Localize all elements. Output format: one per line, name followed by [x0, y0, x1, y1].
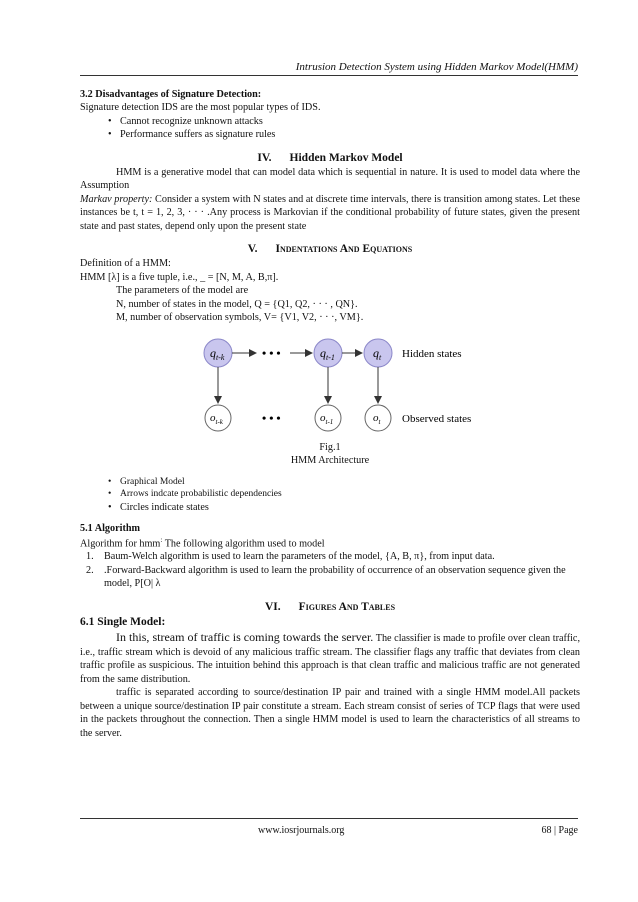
section-title: Hidden Markov Model [289, 151, 403, 164]
figure-notes-list [80, 476, 580, 515]
section-title: Indentations And Equations [275, 243, 413, 256]
section-number: V. [247, 243, 258, 256]
observed-node-label: $o_{t-k}$ [210, 411, 223, 426]
disadvantages-list [80, 115, 580, 142]
markov-text: Consider a system with N states and at discrete time intervals, there is transition among states. Let these instances be t, t = 1, 2, 3, · · · .Any process is Markovian if the conditional probability of future states, given the present state and past states, depend only upon the present state [80, 193, 581, 232]
ellipsis-dots: • • • [262, 345, 281, 360]
hidden-node-label: $q_{t-k}$ [210, 345, 225, 362]
ellipsis-dots: • • • [262, 410, 281, 425]
hmm-tuple: HMM [λ] is a five tuple, i.e., _ = [N, M, A, B,π]. [80, 271, 279, 283]
list-item: • Graphical Model [80, 476, 580, 489]
list-item: • Arrows indcate probabilistic dependencies [80, 488, 580, 501]
hidden-states-label: Hidden states [402, 347, 462, 360]
param-line: M, number of observation symbols, V= {V1, V2, · · ·, VM}. [116, 312, 364, 324]
traffic-paragraph: traffic is separated according to source/destination IP pair and trained with a single HMM model.All packets between a unique source/destination IP pair constitute a stream. Each stream consist of series of TCP flags that were used in the packets throughout the connection. Then a single HMM model is used to learn the characteristics of all streams to the server. [80, 687, 580, 739]
observed-node-label: $o_t$ [373, 411, 381, 426]
observed-node-label: $o_{t-1}$ [320, 411, 334, 426]
param-line: N, number of states in the model, Q = {Q1, Q2, · · · , QN}. [116, 298, 358, 310]
hmm-diagram [190, 331, 490, 441]
section-3-2-intro: Signature detection IDS are the most popular types of IDS. [80, 102, 321, 114]
algorithm-intro: Algorithm for hmm: The following algorithm used to model [80, 535, 325, 549]
section-title: Figures And Tables [298, 600, 396, 613]
hidden-node-label: $q_t$ [373, 345, 382, 362]
hmm-definition: Definition of a HMM: [80, 258, 171, 270]
footer-page-number: 68 | Page [541, 825, 578, 836]
observed-states-label: Observed states [402, 412, 472, 425]
list-item: • Performance suffers as signature rules [80, 128, 580, 141]
markov-paragraph [80, 193, 580, 233]
page-body [80, 88, 580, 740]
section-5-heading [80, 242, 580, 257]
section-number: IV. [257, 151, 272, 164]
markov-label: Markav property: [80, 193, 153, 205]
section-3-2-title: 3.2 Disadvantages of Signature Detection: [80, 89, 262, 100]
running-header: Intrusion Detection System using Hidden Markov Model(HMM) [295, 61, 578, 73]
footer-rule [80, 818, 578, 819]
hidden-node-label: $q_{t-1}$ [320, 345, 335, 362]
list-item: 1. Baum-Welch algorithm is used to learn the parameters of the model, {A, B, π}, from input data. [86, 551, 495, 563]
single-model-paragraph: In this, stream of traffic is coming towards the server. The classifier is made to profile over clean traffic, i.e., traffic stream which is devoid of any malicious traffic stream. The classifier flags any traffic that deviates from clean traffic profile as suspicious. The intuition behind this approach is that clean traffic and malicious traffic are not generated from the same distribution. [80, 630, 580, 685]
section-6-1-title: 6.1 Single Model: [80, 615, 166, 628]
section-6-heading [80, 600, 580, 615]
footer-url: www.iosrjournals.org [258, 825, 345, 836]
list-item: • Cannot recognize unknown attacks [80, 115, 580, 128]
hmm-paragraph: HMM is a generative model that can model data which is sequential in nature. It is used to model data where the Assumption [80, 166, 580, 192]
list-item: 2. .Forward-Backward algorithm is used to learn the probability of occurrence of an observation sequence given the model, P[O| λ [86, 564, 566, 590]
figure-caption-title: HMM Architecture [290, 455, 370, 467]
section-number: VI. [264, 600, 281, 613]
param-line: The parameters of the model are [116, 285, 249, 297]
section-5-1-title: 5.1 Algorithm [80, 523, 140, 535]
algorithm-list [80, 550, 580, 590]
figure-caption-number: Fig.1 [319, 441, 341, 453]
hmm-architecture-figure [80, 331, 580, 441]
list-item: • Circles indicate states [80, 501, 580, 514]
section-4-heading [80, 151, 580, 166]
header-rule [80, 75, 578, 76]
